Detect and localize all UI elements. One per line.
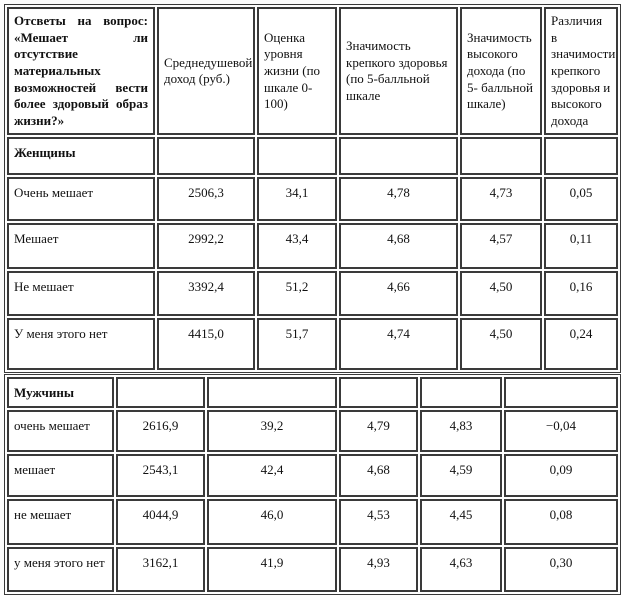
value-cell: 46,0 xyxy=(207,499,337,545)
header-row xyxy=(7,7,618,135)
row-label: не мешает xyxy=(7,499,114,545)
value-cell: 4,63 xyxy=(420,547,502,592)
value-cell: 0,05 xyxy=(544,177,618,221)
value-cell: 34,1 xyxy=(257,177,337,221)
value-cell: 2992,2 xyxy=(157,223,255,269)
value-cell: 4415,0 xyxy=(157,318,255,370)
value-cell: 39,2 xyxy=(207,410,337,452)
empty-cell xyxy=(339,137,458,175)
empty-cell xyxy=(544,137,618,175)
value-cell: 4,53 xyxy=(339,499,418,545)
value-cell: 4,59 xyxy=(420,454,502,497)
value-cell: 4,83 xyxy=(420,410,502,452)
empty-cell xyxy=(116,377,205,408)
value-cell: 0,16 xyxy=(544,271,618,316)
value-cell: 41,9 xyxy=(207,547,337,592)
table-row-men-very-hinders xyxy=(7,410,618,452)
empty-cell xyxy=(504,377,618,408)
header-health-importance: Значимость крепкого здоровья (по 5-балльной шкале xyxy=(339,7,458,135)
value-cell: 4,74 xyxy=(339,318,458,370)
section-row-men xyxy=(7,377,618,408)
header-income: Среднедушевой доход (руб.) xyxy=(157,7,255,135)
empty-cell xyxy=(460,137,542,175)
value-cell: 4,68 xyxy=(339,454,418,497)
value-cell: 4,68 xyxy=(339,223,458,269)
value-cell: 3162,1 xyxy=(116,547,205,592)
row-label: у меня этого нет xyxy=(7,547,114,592)
value-cell: 42,4 xyxy=(207,454,337,497)
value-cell: 2616,9 xyxy=(116,410,205,452)
section-row-women xyxy=(7,137,618,175)
empty-cell xyxy=(207,377,337,408)
value-cell: 0,11 xyxy=(544,223,618,269)
row-label: Мешает xyxy=(7,223,155,269)
value-cell: −0,04 xyxy=(504,410,618,452)
table-row-men-hinders xyxy=(7,454,618,497)
value-cell: 0,30 xyxy=(504,547,618,592)
header-life-evaluation: Оценка уровня жизни (по шкале 0-100) xyxy=(257,7,337,135)
row-label: очень мешает xyxy=(7,410,114,452)
value-cell: 0,09 xyxy=(504,454,618,497)
value-cell: 4,50 xyxy=(460,271,542,316)
header-importance-difference: Различия в значимости крепкого здоровья и высокого дохода xyxy=(544,7,618,135)
table-row-women-hinders xyxy=(7,223,618,269)
row-label: Очень мешает xyxy=(7,177,155,221)
row-label: Не мешает xyxy=(7,271,155,316)
value-cell: 4044,9 xyxy=(116,499,205,545)
value-cell: 4,66 xyxy=(339,271,458,316)
value-cell: 0,08 xyxy=(504,499,618,545)
empty-cell xyxy=(339,377,418,408)
value-cell: 51,2 xyxy=(257,271,337,316)
value-cell: 4,78 xyxy=(339,177,458,221)
value-cell: 3392,4 xyxy=(157,271,255,316)
value-cell: 43,4 xyxy=(257,223,337,269)
value-cell: 0,24 xyxy=(544,318,618,370)
empty-cell xyxy=(420,377,502,408)
table-row-women-very-hinders xyxy=(7,177,618,221)
table-row-men-none xyxy=(7,547,618,592)
table-row-men-not-hinders xyxy=(7,499,618,545)
header-question: Отсветы на вопрос: «Мешает ли отсутствие материальных возможностей вести более здоровый образ жизни?» xyxy=(7,7,155,135)
value-cell: 4,50 xyxy=(460,318,542,370)
value-cell: 4,45 xyxy=(420,499,502,545)
section-label-women: Женщины xyxy=(7,137,155,175)
empty-cell xyxy=(257,137,337,175)
empty-cell xyxy=(157,137,255,175)
value-cell: 4,73 xyxy=(460,177,542,221)
value-cell: 2506,3 xyxy=(157,177,255,221)
value-cell: 4,79 xyxy=(339,410,418,452)
table-row-women-none xyxy=(7,318,618,370)
value-cell: 4,93 xyxy=(339,547,418,592)
section-label-men: Мужчины xyxy=(7,377,114,408)
row-label: У меня этого нет xyxy=(7,318,155,370)
value-cell: 51,7 xyxy=(257,318,337,370)
row-label: мешает xyxy=(7,454,114,497)
table-row-women-not-hinders xyxy=(7,271,618,316)
value-cell: 2543,1 xyxy=(116,454,205,497)
value-cell: 4,57 xyxy=(460,223,542,269)
header-income-importance: Значимость высокого дохода (по 5- балльной шкале) xyxy=(460,7,542,135)
survey-table-women xyxy=(4,4,621,373)
survey-table-men xyxy=(4,374,621,595)
